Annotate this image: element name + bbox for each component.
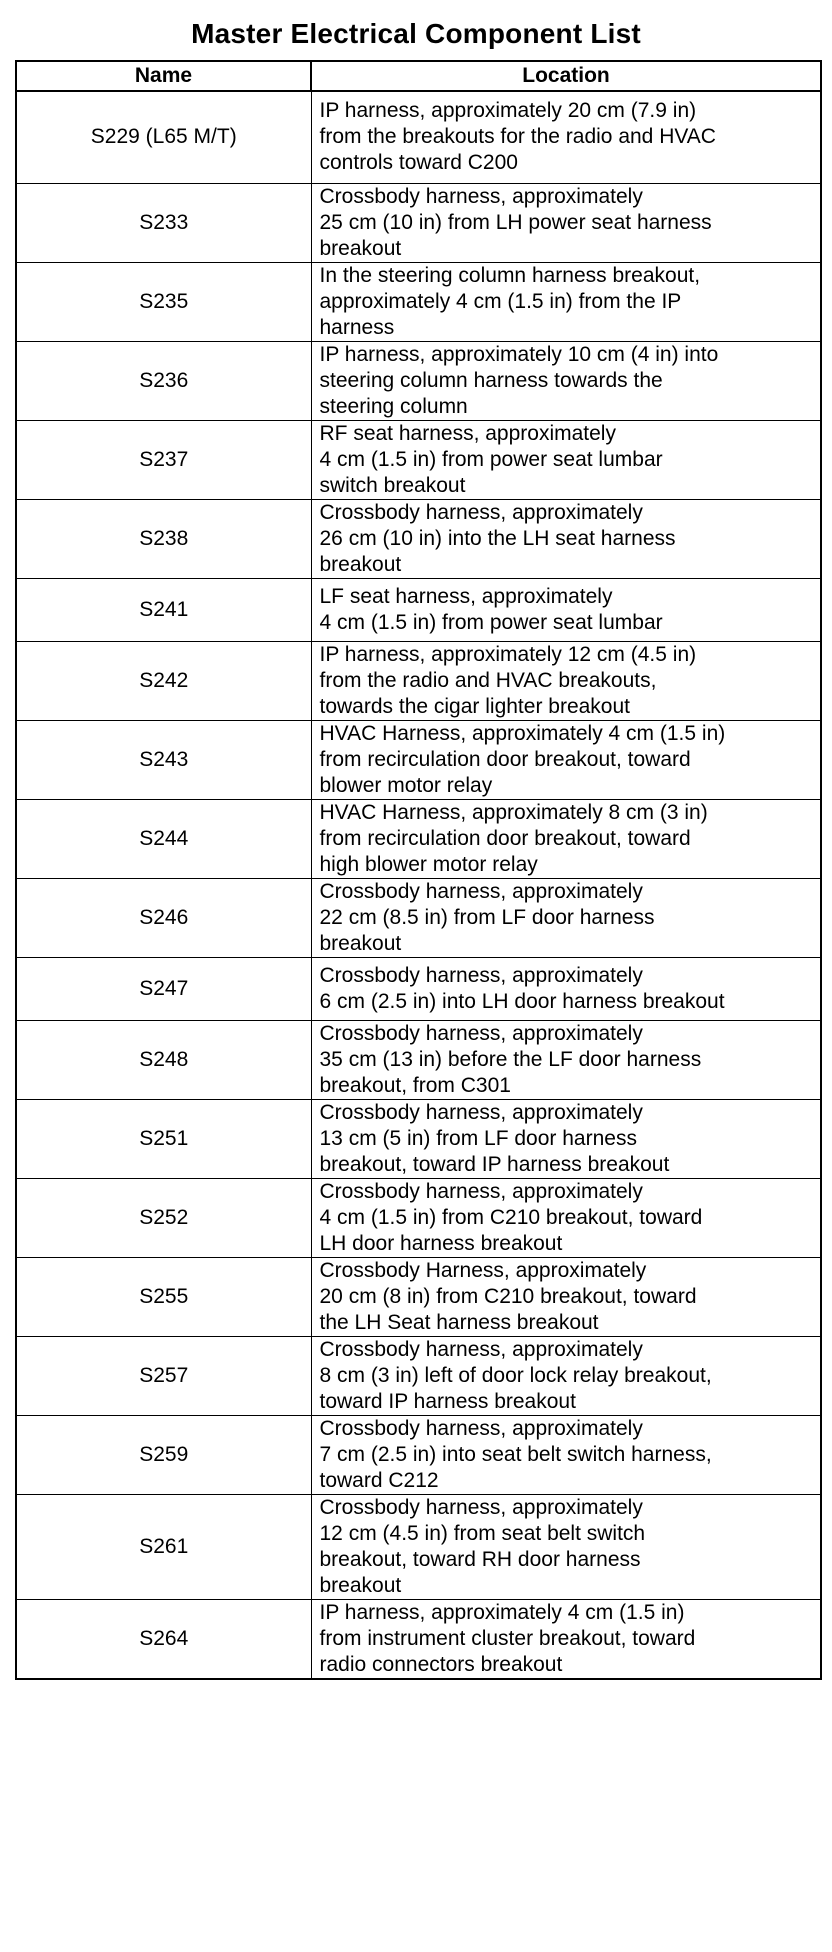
location-line: breakout — [319, 552, 402, 576]
location-line: LH door harness breakout — [319, 1231, 563, 1255]
location-line: Crossbody harness, approximately — [319, 1100, 643, 1124]
location-line: from the breakouts for the radio and HVAC — [319, 125, 716, 149]
table-row — [16, 720, 821, 799]
table-row — [16, 91, 821, 183]
table-row — [16, 341, 821, 420]
component-name: S252 — [16, 1178, 311, 1257]
table-row — [16, 799, 821, 878]
location-line: HVAC Harness, approximately 4 cm (1.5 in) — [319, 721, 726, 745]
table-row — [16, 878, 821, 957]
table-row — [16, 1099, 821, 1178]
component-location — [311, 799, 821, 878]
table-row — [16, 957, 821, 1020]
component-name: S264 — [16, 1599, 311, 1679]
table-row — [16, 420, 821, 499]
name-column-header: Name — [16, 61, 311, 91]
component-name: S229 (L65 M/T) — [16, 91, 311, 183]
component-name: S241 — [16, 578, 311, 641]
location-line: Crossbody harness, approximately — [319, 963, 643, 987]
location-line: breakout — [319, 1573, 402, 1597]
location-line: 7 cm (2.5 in) into seat belt switch harness, — [319, 1442, 712, 1466]
location-line: 4 cm (1.5 in) from power seat lumbar — [319, 447, 663, 471]
component-location — [311, 957, 821, 1020]
component-location — [311, 1020, 821, 1099]
location-line: breakout, from C301 — [319, 1073, 511, 1097]
location-line: Crossbody harness, approximately — [319, 500, 643, 524]
component-location — [311, 720, 821, 799]
location-line: from recirculation door breakout, toward — [319, 826, 691, 850]
table-row — [16, 499, 821, 578]
component-location — [311, 641, 821, 720]
component-location — [311, 1599, 821, 1679]
location-line: 13 cm (5 in) from LF door harness — [319, 1126, 637, 1150]
table-row — [16, 1494, 821, 1599]
table-row — [16, 262, 821, 341]
location-line: Crossbody harness, approximately — [319, 1179, 643, 1203]
location-line: 26 cm (10 in) into the LH seat harness — [319, 526, 676, 550]
component-location — [311, 1099, 821, 1178]
location-line: Crossbody harness, approximately — [319, 1495, 643, 1519]
location-line: breakout — [319, 236, 402, 260]
location-line: Crossbody harness, approximately — [319, 1337, 643, 1361]
location-line: IP harness, approximately 20 cm (7.9 in) — [319, 99, 697, 123]
table-row — [16, 1336, 821, 1415]
location-line: 25 cm (10 in) from LH power seat harness — [319, 210, 712, 234]
component-table — [15, 60, 822, 1680]
location-line: radio connectors breakout — [319, 1652, 563, 1676]
location-line: HVAC Harness, approximately 8 cm (3 in) — [319, 800, 708, 824]
component-name: S248 — [16, 1020, 311, 1099]
table-row — [16, 1257, 821, 1336]
location-line: 35 cm (13 in) before the LF door harness — [319, 1047, 702, 1071]
location-line: breakout, toward IP harness breakout — [319, 1152, 670, 1176]
location-line: toward C212 — [319, 1468, 439, 1492]
location-line: Crossbody harness, approximately — [319, 184, 643, 208]
location-line: Crossbody harness, approximately — [319, 1416, 643, 1440]
component-location — [311, 578, 821, 641]
component-location — [311, 1178, 821, 1257]
component-location — [311, 262, 821, 341]
component-name: S237 — [16, 420, 311, 499]
component-name: S259 — [16, 1415, 311, 1494]
component-name: S236 — [16, 341, 311, 420]
location-line: steering column harness towards the — [319, 368, 663, 392]
component-name: S261 — [16, 1494, 311, 1599]
location-line: 4 cm (1.5 in) from C210 breakout, toward — [319, 1205, 703, 1229]
location-line: LF seat harness, approximately — [319, 584, 613, 608]
component-name: S257 — [16, 1336, 311, 1415]
location-line: toward IP harness breakout — [319, 1389, 576, 1413]
location-line: 12 cm (4.5 in) from seat belt switch — [319, 1521, 646, 1545]
component-location — [311, 499, 821, 578]
component-location — [311, 1494, 821, 1599]
table-row — [16, 641, 821, 720]
component-location — [311, 341, 821, 420]
table-row — [16, 578, 821, 641]
table-row — [16, 1415, 821, 1494]
location-line: IP harness, approximately 12 cm (4.5 in) — [319, 642, 697, 666]
location-line: Crossbody harness, approximately — [319, 879, 643, 903]
location-line: 6 cm (2.5 in) into LH door harness breakout — [319, 989, 725, 1013]
location-line: harness — [319, 315, 395, 339]
location-column-header: Location — [311, 61, 821, 91]
location-line: 8 cm (3 in) left of door lock relay breakout, — [319, 1363, 712, 1387]
component-location — [311, 420, 821, 499]
location-line: controls toward C200 — [319, 151, 518, 175]
location-line: breakout, toward RH door harness — [319, 1547, 641, 1571]
table-row — [16, 183, 821, 262]
component-location — [311, 878, 821, 957]
component-location — [311, 91, 821, 183]
location-line: IP harness, approximately 10 cm (4 in) into — [319, 342, 719, 366]
table-row — [16, 1178, 821, 1257]
location-line: approximately 4 cm (1.5 in) from the IP — [319, 289, 682, 313]
table-row — [16, 1599, 821, 1679]
location-line: IP harness, approximately 4 cm (1.5 in) — [319, 1600, 685, 1624]
location-line: breakout — [319, 931, 402, 955]
location-line: from instrument cluster breakout, toward — [319, 1626, 696, 1650]
location-line: 22 cm (8.5 in) from LF door harness — [319, 905, 655, 929]
location-line: switch breakout — [319, 473, 466, 497]
component-name: S235 — [16, 262, 311, 341]
location-line: Crossbody Harness, approximately — [319, 1258, 647, 1282]
location-line: from recirculation door breakout, toward — [319, 747, 691, 771]
location-line: Crossbody harness, approximately — [319, 1021, 643, 1045]
component-location — [311, 1415, 821, 1494]
component-name: S243 — [16, 720, 311, 799]
table-header-row — [16, 61, 821, 91]
component-name: S255 — [16, 1257, 311, 1336]
component-name: S246 — [16, 878, 311, 957]
location-line: steering column — [319, 394, 468, 418]
location-line: 4 cm (1.5 in) from power seat lumbar — [319, 610, 663, 634]
component-name: S238 — [16, 499, 311, 578]
location-line: 20 cm (8 in) from C210 breakout, toward — [319, 1284, 697, 1308]
location-line: RF seat harness, approximately — [319, 421, 616, 445]
component-name: S244 — [16, 799, 311, 878]
location-line: the LH Seat harness breakout — [319, 1310, 599, 1334]
table-row — [16, 1020, 821, 1099]
component-location — [311, 1257, 821, 1336]
component-name: S251 — [16, 1099, 311, 1178]
location-line: towards the cigar lighter breakout — [319, 694, 630, 718]
component-location — [311, 183, 821, 262]
component-location — [311, 1336, 821, 1415]
component-name: S247 — [16, 957, 311, 1020]
location-line: In the steering column harness breakout, — [319, 263, 701, 287]
location-line: high blower motor relay — [319, 852, 538, 876]
component-name: S242 — [16, 641, 311, 720]
document-title: Master Electrical Component List — [191, 18, 641, 49]
location-line: from the radio and HVAC breakouts, — [319, 668, 657, 692]
location-line: blower motor relay — [319, 773, 493, 797]
component-name: S233 — [16, 183, 311, 262]
